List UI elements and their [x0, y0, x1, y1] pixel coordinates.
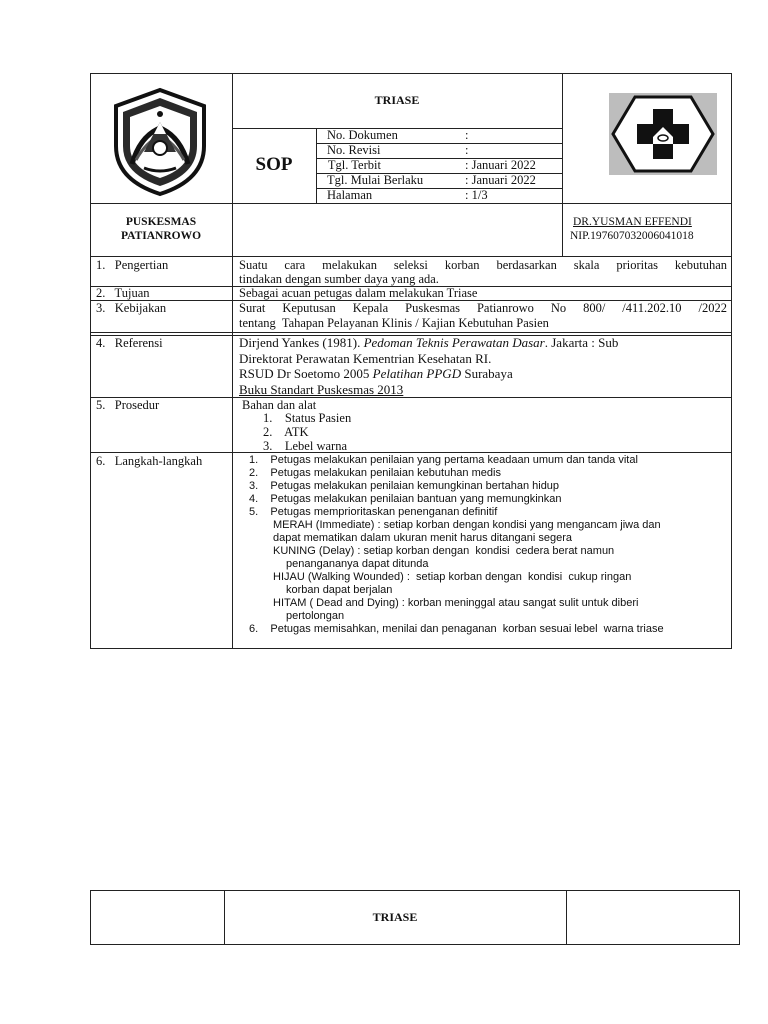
prosedur-intro: Bahan dan alat	[242, 398, 317, 412]
langkah-step: 2. Petugas melakukan penilaian kebutuhan medis	[249, 467, 501, 479]
tujuan-text: Sebagai acuan petugas dalam melakukan Triase	[239, 286, 478, 300]
divider	[90, 452, 732, 453]
triage-kuning-line2: penangananya dapat ditunda	[286, 558, 429, 570]
divider	[316, 128, 317, 203]
meta-label-tgl-terbit: Tgl. Terbit	[325, 158, 381, 172]
prosedur-item: 1. Status Pasien	[263, 411, 352, 425]
meta-value-no-dokumen: :	[465, 128, 469, 142]
divider	[90, 332, 732, 333]
triage-merah-line1: MERAH (Immediate) : setiap korban dengan kondisi yang mengancam jiwa dan	[273, 519, 661, 531]
row-label-referensi: 4. Referensi	[96, 336, 163, 350]
triage-hijau-line1: HIJAU (Walking Wounded) : setiap korban dengan kondisi cukup ringan	[273, 571, 632, 583]
divider	[562, 73, 563, 256]
referensi-line3	[239, 366, 513, 382]
meta-value-tgl-mulai: : Januari 2022	[465, 173, 536, 187]
referensi-line1-post: . Jakarta : Sub	[544, 335, 619, 350]
triage-hitam-line2: pertolongan	[286, 610, 345, 622]
meta-value-tgl-terbit: : Januari 2022	[465, 158, 536, 172]
prosedur-item: 2. ATK	[263, 425, 309, 439]
triage-merah-line2: dapat mematikan dalam ukuran menit harus ditangani segera	[273, 532, 573, 544]
health-cross-logo	[609, 93, 717, 175]
row-label-kebijakan: 3. Kebijakan	[96, 301, 167, 315]
langkah-step: 4. Petugas melakukan penilaian bantuan yang memungkinkan	[249, 493, 562, 505]
referensi-line2: Direktorat Perawatan Kementrian Kesehatan RI.	[239, 351, 492, 366]
org-name-line2: PATIANROWO	[120, 230, 202, 242]
referensi-line3-pre: RSUD Dr Soetomo 2005	[239, 366, 373, 381]
langkah-step: 1. Petugas melakukan penilaian yang pertama keadaan umum dan tanda vital	[249, 454, 638, 466]
row-label-prosedur: 5. Prosedur	[96, 398, 160, 412]
divider	[90, 256, 732, 257]
regional-emblem-logo	[104, 86, 216, 198]
footer-title: TRIASE	[372, 910, 418, 924]
meta-label-tgl-mulai: Tgl. Mulai Berlaku	[327, 173, 424, 187]
org-name-line1: PUSKESMAS	[125, 216, 197, 228]
meta-label-no-revisi: No. Revisi	[327, 143, 381, 157]
referensi-line1	[239, 335, 618, 351]
divider	[90, 397, 732, 398]
meta-value-halaman: : 1/3	[465, 188, 488, 202]
referensi-line4: Buku Standart Puskesmas 2013	[239, 382, 404, 397]
meta-value-no-revisi: :	[465, 143, 469, 157]
referensi-line1-pre: Dirjend Yankes (1981).	[239, 335, 364, 350]
divider	[566, 890, 567, 945]
signer-name: DR.YUSMAN EFFENDI	[573, 216, 692, 228]
langkah-step: 6. Petugas memisahkan, menilai dan penaganan korban sesuai lebel warna triase	[249, 623, 664, 635]
meta-label-halaman: Halaman	[327, 188, 373, 202]
document-title: TRIASE	[374, 93, 420, 107]
pengertian-text-line2: tindakan dengan sumber daya yang ada.	[239, 272, 439, 286]
triage-hijau-line2: korban dapat berjalan	[286, 584, 393, 596]
prosedur-item: 3. Lebel warna	[263, 439, 347, 452]
signer-nip: NIP.197607032006041018	[570, 230, 694, 242]
meta-label-no-dokumen: No. Dokumen	[327, 128, 398, 142]
kebijakan-text-line2: tentang Tahapan Pelayanan Klinis / Kajian Kebutuhan Pasien	[239, 316, 549, 330]
sop-label: SOP	[255, 154, 293, 175]
triage-hitam-line1: HITAM ( Dead and Dying) : korban meninggal atau sangat sulit untuk diberi	[273, 597, 639, 609]
triage-kuning-line1: KUNING (Delay) : setiap korban dengan kondisi cedera berat namun	[273, 545, 615, 557]
referensi-line3-title: Pelatihan PPGD	[372, 366, 462, 381]
referensi-line1-title: Pedoman Teknis Perawatan Dasar	[363, 335, 545, 350]
divider	[90, 203, 732, 204]
referensi-line3-post: Surabaya	[461, 366, 513, 381]
langkah-step: 5. Petugas memprioritaskan penenganan definitif	[249, 506, 498, 518]
row-label-pengertian: 1. Pengertian	[96, 258, 169, 272]
kebijakan-text-line1: Surat Keputusan Kepala Puskesmas Patianrowo No 800/ /411.202.10 /2022	[239, 301, 727, 315]
row-label-langkah: 6. Langkah-langkah	[96, 454, 203, 468]
row-label-tujuan: 2. Tujuan	[96, 286, 150, 300]
langkah-step: 3. Petugas melakukan penilaian kemungkinan bertahan hidup	[249, 480, 560, 492]
pengertian-text-line1: Suatu cara melakukan seleksi korban berdasarkan skala prioritas kebutuhan	[239, 258, 727, 272]
